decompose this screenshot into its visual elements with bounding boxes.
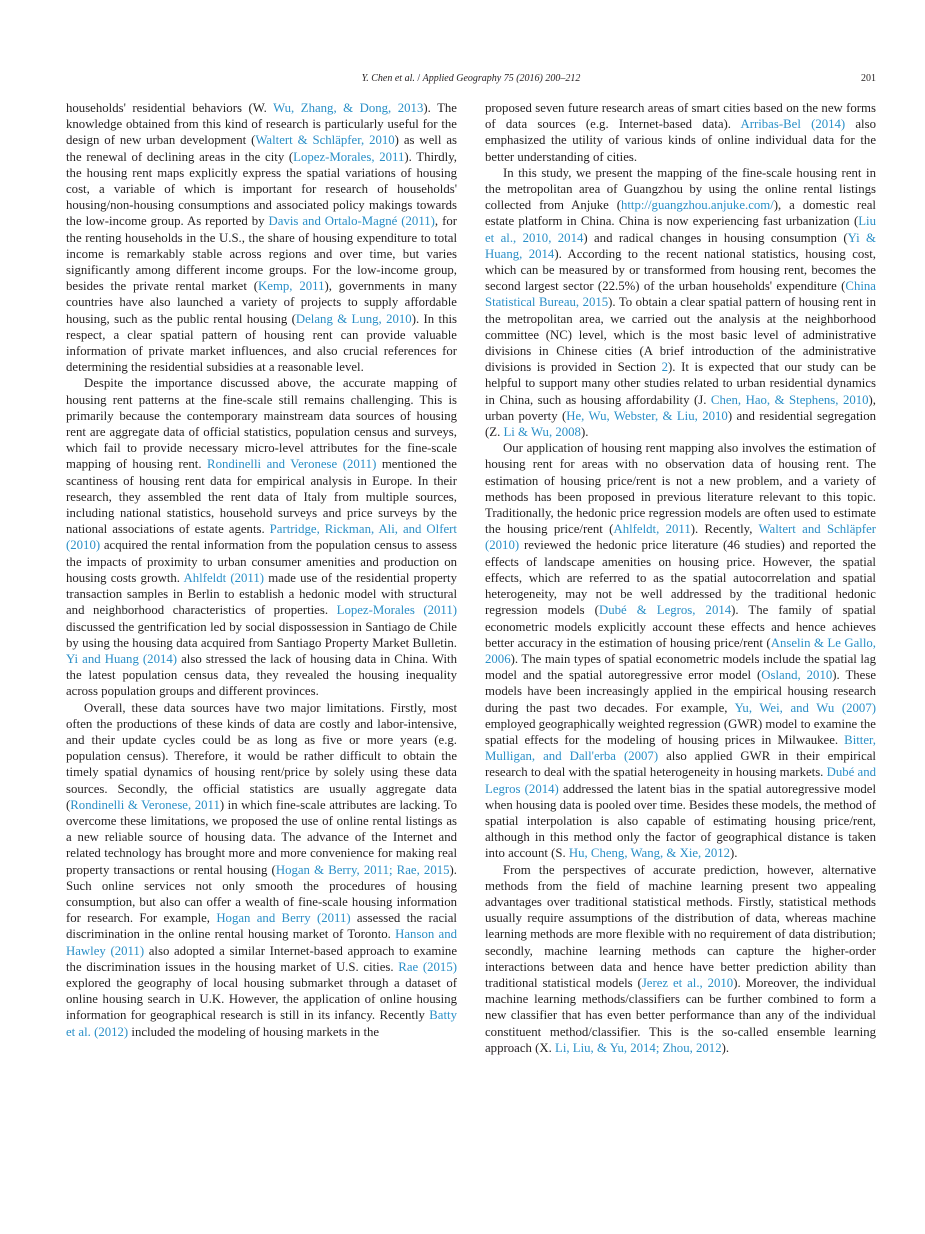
body-text: ). It is expected that our study can be helpful to support many other studies related to urban residential dynamics in China, such as housing affordability (J. — [485, 360, 876, 407]
citation-link[interactable]: Ahlfeldt (2011) — [183, 570, 264, 585]
body-text: ). The family of spatial econometric models explicitly account these effects and hence achieves better accuracy in the estimation of housing price/rent ( — [485, 603, 876, 650]
citation-link[interactable]: Anselin & Le Gallo, 2006 — [485, 635, 876, 666]
citation-link[interactable]: Arribas-Bel (2014) — [740, 117, 846, 132]
body-text: ). The main types of spatial econometric models include the spatial lag model and the spatial autoregressive error model ( — [485, 651, 876, 683]
body-text: discussed the gentrification led by social dispossession in Santiago de Chile by using the housing data acquired from Santiago Property Market Bulletin. — [66, 619, 457, 650]
paragraph — [485, 100, 876, 165]
body-text: employed geographically weighted regression (GWR) model to examine the spatial effects for the modeling of housing prices in Milwaukee. — [485, 716, 876, 747]
paragraph — [485, 165, 876, 440]
body-text: Despite the importance discussed above, the accurate mapping of housing rent patterns at the fine-scale still remains challenging. This is primarily because the contemporary mainstream data sources of housing rent are aggregate data of official statistics, population census and surveys, which fail to provide necessary micro-level attributes for the fine-scale mapping of housing rent. — [66, 376, 457, 472]
left-column — [66, 100, 457, 1040]
body-text: reviewed the hedonic price literature (46 studies) and reported the effects of landscape amenities on housing price. However, the spatial effects, which are referred to as the spatial autocorrelation and spatial heterogeneity, may not be well addressed by the traditional hedonic regression models ( — [485, 538, 876, 618]
header-authors: Y. Chen et al. — [361, 73, 415, 84]
body-text: ) and radical changes in housing consumption ( — [583, 230, 848, 245]
body-text: ), governments in many countries have also launched a variety of projects to supply affordable housing, such as the public rental housing ( — [66, 279, 457, 326]
citation-link[interactable]: Bitter, Mulligan, and Dall'erba (2007) — [485, 732, 876, 764]
journal-citation-line — [66, 73, 876, 84]
citation-link[interactable]: Wu, Zhang, & Dong, 2013 — [273, 101, 424, 115]
body-text: acquired the rental information from the population census to assess the impacts of proximity to urban consumer amenities and production on housing costs growth. — [66, 538, 457, 585]
paragraph — [66, 700, 457, 1040]
body-text: ). According to the recent national statistics, housing cost, which can be measured by or transformed from housing rent, becomes the second largest sector (22.5%) of the urban households' expenditure ( — [485, 246, 877, 294]
citation-link[interactable]: Yu, Wei, and Wu (2007) — [734, 700, 876, 715]
body-text: ). To obtain a clear spatial pattern of housing rent in the metropolitan area, we carried out the analysis at the neighborhood committee (NC) level, which is the most basic level of administrative divisions in Chinese cities (A brief introduction of the administrative divisions is provided in Section — [485, 295, 876, 375]
citation-link[interactable]: Li, Liu, & Yu, 2014; Zhou, 2012 — [555, 1040, 722, 1055]
body-text: Our application of housing rent mapping also involves the estimation of housing rent for areas with no observation data of housing rent. The estimation of housing price/rent is not a new problem, and a variety of methods has been proposed in previous literature relevant to this topic. Traditionally, the hedonic price regression models are often used to estimate the housing price/rent ( — [485, 441, 876, 537]
citation-link[interactable]: Yi and Huang (2014) — [66, 651, 178, 666]
citation-link[interactable]: Dubé and Legros (2014) — [485, 765, 876, 796]
body-text: From the perspectives of accurate prediction, however, alternative methods from the field of machine learning present two appealing advantages over traditional statistical methods. Firstly, statistical methods usually require assumptions of the distribution of data, whereas machine learning methods are more flexible with no requirement of data distribution; secondly, machine learning methods can capture the higher-order interactions between data and hence have better prediction ability than traditional statistical models ( — [485, 862, 876, 990]
body-text: also stressed the lack of housing data in China. With the latest population census data, they revealed the housing inequality across population groups and different provinces. — [66, 651, 457, 699]
body-text: also emphasized the utility of various kinds of online individual data for the better understanding of cities. — [485, 117, 876, 164]
citation-link[interactable]: Davis and Ortalo-Magné (2011) — [268, 214, 435, 229]
body-text: ). These models have been increasingly applied in the empirical housing research during the past two decades. For example, — [485, 668, 877, 715]
body-text: ), a domestic real estate platform in China. China is now experiencing fast urbanization ( — [485, 198, 876, 229]
body-text: mentioned the scantiness of housing rent data for empirical analysis in Europe. In their research, they assembled the rent data of Italy from multiple sources, including national statistics, household surveys and price surveys by the national associations of estate agents. — [66, 457, 457, 537]
citation-link[interactable]: Waltert & Schläpfer, 2010 — [255, 133, 395, 148]
body-text: ) in which fine-scale attributes are lacking. To overcome these limitations, we proposed the use of online rental listings as a new reliable source of housing data. The advance of the Internet and related technology has brought more and more convenience for making real property transactions or rental housing ( — [66, 797, 457, 877]
citation-link[interactable]: Chen, Hao, & Stephens, 2010 — [710, 392, 869, 407]
citation-link[interactable]: Kemp, 2011 — [258, 279, 325, 294]
body-text: In this study, we present the mapping of the fine-scale housing rent in the metropolitan area of Guangzhou by using the online rental listings collected from Anjuke ( — [485, 165, 876, 213]
citation-link[interactable]: Hanson and Hawley (2011) — [66, 927, 457, 958]
body-text: ). — [580, 425, 589, 440]
citation-link[interactable]: Rondinelli and Veronese (2011) — [207, 457, 377, 472]
body-text: made use of the residential property transaction samples in Berlin to establish a hedonic model with structural and neighborhood characteristics of properties. — [66, 570, 457, 618]
body-text: assessed the racial discrimination in the online rental housing market of Toronto. — [66, 911, 457, 942]
running-header — [66, 73, 876, 89]
body-text: ). Thirdly, the housing rent maps explicitly express the spatial variations of housing cost, a variable of which is important for research of households' housing/non-housing consumptions and associated policy makings towards the low-income group. As reported by — [66, 149, 458, 229]
body-text: ). Such online services not only smooth the procedures of housing consumption, but also can offer a wealth of fine-scale housing information for research. For example, — [66, 862, 457, 926]
header-journal: Applied Geography 75 (2016) 200–212 — [422, 73, 581, 84]
citation-link[interactable]: Lopez-Morales, 2011 — [293, 149, 405, 164]
body-text: ). In this respect, a clear spatial pattern of housing rent can provide valuable information of private market influences, and also crucial references for determining the residential subsidies at a reasonable level. — [66, 311, 458, 375]
body-text: , for the renting households in the U.S., the share of housing expenditure to total income is remarkably stable across regions and over time, but varies significantly among different income groups. For the low-income group, besides the private rental market ( — [66, 214, 457, 294]
body-text: also adopted a similar Internet-based approach to examine the discrimination issues in the housing market of U.S. cities. — [66, 943, 457, 974]
body-text: included the modeling of housing markets in the — [128, 1024, 380, 1039]
citation-link[interactable]: He, Wu, Webster, & Liu, 2010 — [566, 408, 728, 423]
citation-link[interactable]: Dubé & Legros, 2014 — [598, 603, 732, 618]
citation-link[interactable]: Delang & Lung, 2010 — [295, 311, 412, 326]
citation-link[interactable]: http://guangzhou.anjuke.com/ — [620, 198, 774, 213]
body-text: ) and residential segregation (Z. — [485, 408, 877, 440]
body-text: ). — [730, 846, 738, 861]
citation-link[interactable]: Ahlfeldt, 2011 — [613, 522, 691, 537]
right-column — [485, 100, 876, 1056]
citation-link[interactable]: Partridge, Rickman, Ali, and Olfert (2010) — [66, 522, 457, 553]
paragraph — [485, 862, 876, 1056]
page-number: 201 — [861, 73, 876, 84]
citation-link[interactable]: Rae (2015) — [398, 959, 457, 974]
citation-link[interactable]: Li & Wu, 2008 — [503, 425, 581, 440]
body-text: ). Moreover, the individual machine learning methods/classifiers can be further combined to form a new classifier that has even better performance than any of the individual constituent method/classifier. This is the so-called ensemble learning approach (X. — [485, 975, 876, 1055]
body-text: proposed seven future research areas of smart cities based on the new forms of data sources (e.g. Internet-based data). — [485, 101, 876, 132]
citation-link[interactable]: Lopez-Morales (2011) — [336, 603, 458, 618]
citation-link[interactable]: Liu et al., 2010, 2014 — [485, 214, 876, 245]
citation-link[interactable]: Hu, Cheng, Wang, & Xie, 2012 — [568, 846, 731, 861]
body-text: households' residential behaviors (W. — [66, 101, 274, 115]
body-text: Overall, these data sources have two major limitations. Firstly, most often the productions of these kinds of data are costly and labor-intensive, and their update cycles could be as long as five or more years (e.g. population census). Therefore, it would be rather difficult to obtain the timely spatial dynamics of housing rent/price by solely using these data sources. Secondly, the official statistics are usually aggregate data ( — [66, 700, 457, 812]
citation-link[interactable]: Rondinelli & Veronese, 2011 — [70, 797, 220, 812]
body-text: addressed the latent bias in the spatial autoregressive model when housing data is pooled over time. Besides these models, the method of spatial interpolation is also capable of estimating housing price/rent, although in this method only the factor of geographical distance is taken into account (S. — [485, 781, 876, 861]
header-separator: / — [414, 73, 423, 84]
paragraph — [66, 100, 457, 375]
citation-link[interactable]: Jerez et al., 2010 — [641, 975, 734, 990]
citation-link[interactable]: Batty et al. (2012) — [66, 1008, 457, 1039]
citation-link[interactable]: 2 — [661, 360, 669, 375]
paragraph — [485, 440, 876, 861]
citation-link[interactable]: Hogan & Berry, 2011; Rae, 2015 — [275, 862, 450, 877]
body-text: ) as well as the renewal of declining areas in the city ( — [66, 133, 457, 164]
citation-link[interactable]: Osland, 2010 — [761, 668, 833, 683]
citation-link[interactable]: Yi & Huang, 2014 — [485, 230, 876, 261]
citation-link[interactable]: Waltert and Schläpfer (2010) — [485, 522, 877, 553]
body-text: ). The knowledge obtained from this kind of research is particularly useful for the design of new urban development ( — [66, 101, 457, 148]
body-text: ). — [721, 1040, 730, 1055]
body-text: ), urban poverty ( — [485, 392, 877, 423]
citation-link[interactable]: China Statistical Bureau, 2015 — [485, 279, 876, 310]
body-text: ). Recently, — [690, 522, 759, 537]
paragraph — [66, 375, 457, 699]
citation-link[interactable]: Hogan and Berry (2011) — [216, 911, 351, 926]
body-text: also applied GWR in their empirical research to deal with the spatial heterogeneity in housing markets. — [485, 749, 876, 780]
body-text: explored the geography of local housing submarket through a dataset of online housing search in U.K. However, the application of online housing information for geographical research is still in its infancy. Recently — [66, 975, 457, 1023]
